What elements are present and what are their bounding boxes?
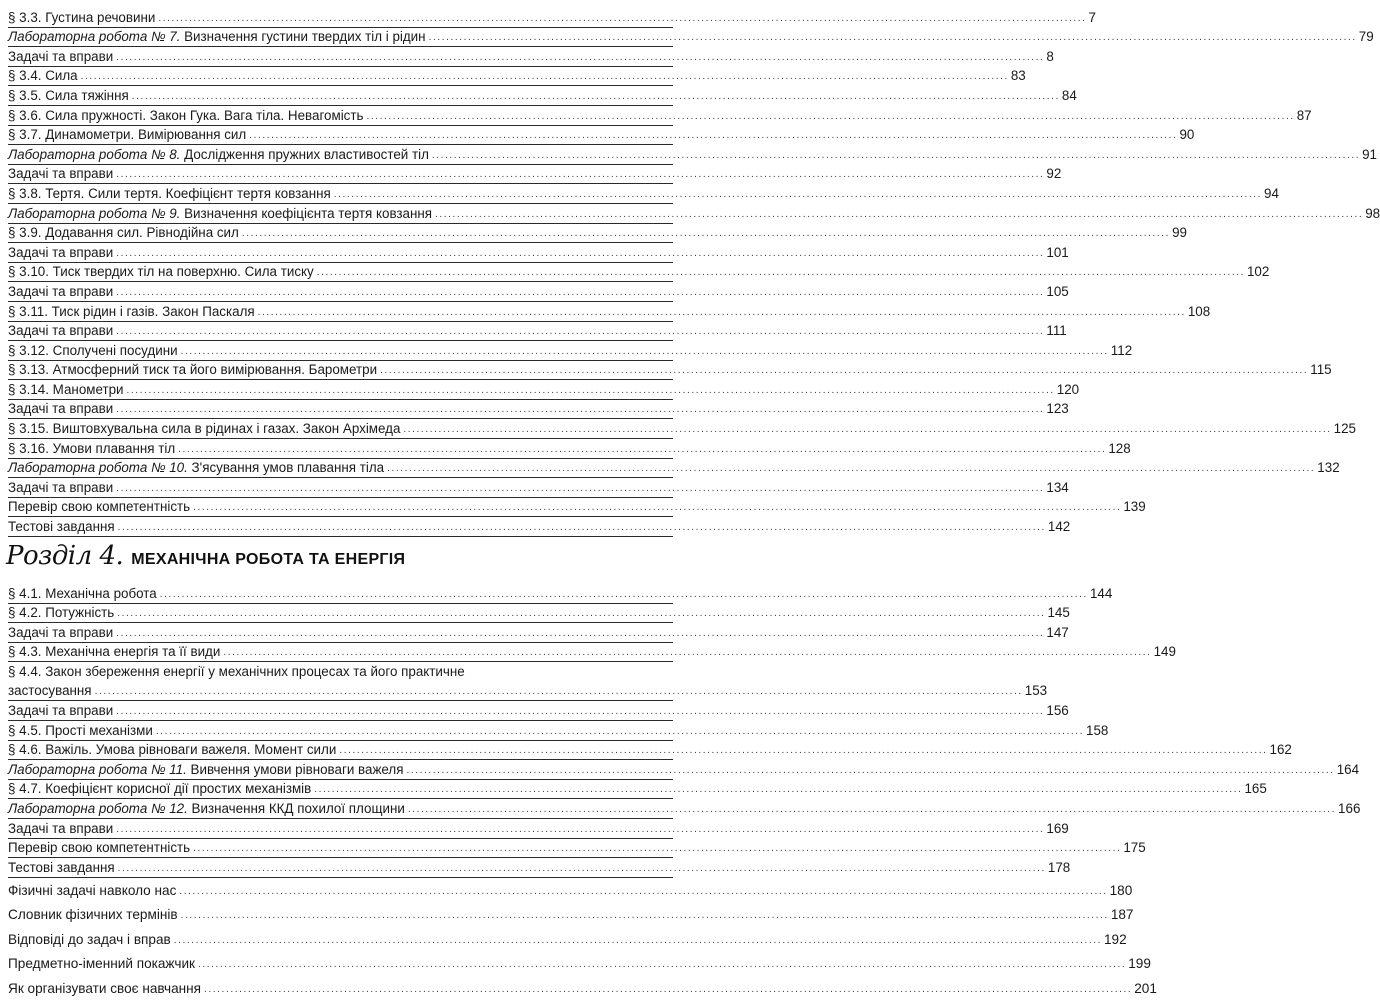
toc-entry-text: § 4.2. Потужність <box>8 605 115 621</box>
toc-entry-text: Визначення ККД похилої площини <box>187 800 405 816</box>
toc-entry-text: Перевір свою компетентність <box>8 499 191 515</box>
toc-entry-title <box>8 860 118 875</box>
toc-entry-page: 99 <box>1172 225 1187 241</box>
toc-entry-title <box>8 441 178 456</box>
toc-entry-page: 149 <box>1153 644 1176 660</box>
toc-entry-title <box>8 304 258 319</box>
dot-leader <box>158 14 1086 25</box>
dot-leader <box>118 864 1046 875</box>
toc-entry-title <box>8 499 193 514</box>
toc-entry-title <box>8 821 116 836</box>
dot-leader <box>193 503 1121 514</box>
toc-entry-text: Задачі та вправи <box>8 166 114 182</box>
toc-entry-text: Задачі та вправи <box>8 702 114 718</box>
toc-entry[interactable] <box>8 67 1026 87</box>
dot-leader <box>116 707 1044 718</box>
toc-entry[interactable] <box>8 47 1054 67</box>
toc-entry-text: Словник фізичних термінів <box>8 907 178 923</box>
toc-entry-title <box>8 284 116 299</box>
toc-entry-title <box>8 781 314 796</box>
toc-entry-title <box>8 480 116 495</box>
toc-entry-text: Задачі та вправи <box>8 624 114 640</box>
toc-appendix <box>8 875 1157 998</box>
toc-entry-text: § 3.16. Умови плавання тіл <box>8 440 176 456</box>
dot-leader <box>156 727 1084 738</box>
toc-entry-title <box>8 762 406 777</box>
dot-leader <box>116 629 1044 640</box>
toc-entry-title <box>8 605 117 620</box>
toc-entry-title <box>8 421 403 436</box>
toc-entry-title <box>8 245 116 260</box>
toc-entry-title <box>8 88 132 103</box>
toc-entry-title <box>8 29 429 44</box>
toc-entry-page: 92 <box>1046 166 1062 182</box>
toc-entry[interactable] <box>8 662 1048 701</box>
dot-leader <box>429 33 1357 44</box>
toc-entry-text: Фізичні задачі навколо нас <box>8 882 177 898</box>
toc-entry-page: 7 <box>1088 9 1096 25</box>
toc-entry-page: 94 <box>1264 185 1279 201</box>
toc-entry-text: § 3.14. Манометри <box>8 381 124 397</box>
toc-entry-page: 8 <box>1046 48 1054 64</box>
dot-leader <box>204 985 1132 996</box>
dot-leader <box>132 92 1060 103</box>
toc-entry-text: § 3.11. Тиск рідин і газів. Закон Паскаля <box>8 303 255 319</box>
toc-entry-page: 115 <box>1310 362 1332 378</box>
toc-entry[interactable] <box>8 184 1279 204</box>
toc-entry[interactable] <box>8 302 1211 322</box>
toc-entry-text: § 4.1. Механічна робота <box>8 585 157 601</box>
toc-entry-page: 91 <box>1362 146 1378 162</box>
toc-entry-text: § 4.6. Важіль. Умова рівноваги важеля. Момент сили <box>8 742 337 758</box>
toc-entry[interactable] <box>8 780 1267 800</box>
toc-entry-title <box>8 586 160 601</box>
toc-entry[interactable] <box>8 584 1113 604</box>
toc-entry-page: 178 <box>1047 859 1071 875</box>
toc-entry[interactable] <box>8 361 1332 381</box>
toc-entry-text: § 3.4. Сила <box>8 68 78 84</box>
toc-entry[interactable] <box>8 839 1146 859</box>
toc-entry[interactable] <box>8 973 1157 998</box>
toc-entry-page: 175 <box>1123 840 1146 856</box>
toc-entry[interactable] <box>8 643 1176 663</box>
toc-entry-page: 201 <box>1134 980 1157 996</box>
toc-entry-page: 164 <box>1336 761 1360 777</box>
toc-entry[interactable] <box>8 949 1151 974</box>
toc-entry-text: § 3.7. Динамометри. Вимірювання сил <box>8 127 247 143</box>
toc-entry[interactable] <box>8 400 1069 420</box>
dot-leader <box>116 484 1044 495</box>
toc-entry-text: § 4.7. Коефіцієнт корисної дії простих механізмів <box>8 781 312 797</box>
toc-entry-page: 101 <box>1046 244 1069 260</box>
toc-entry-title <box>8 907 181 922</box>
dot-leader <box>334 190 1262 201</box>
toc-entry-title <box>8 186 334 201</box>
toc-entry-page: 105 <box>1046 283 1069 299</box>
toc-entry[interactable] <box>8 243 1069 263</box>
dot-leader <box>116 249 1044 260</box>
toc-entry-title <box>8 401 116 416</box>
toc-entry-title <box>8 981 204 996</box>
toc-entry-text: Відповіді до задач і вправ <box>8 931 171 947</box>
dot-leader <box>127 386 1055 397</box>
toc-entry-text: § 3.6. Сила пружності. Закон Гука. Вага тіла. Невагомість <box>8 107 364 123</box>
chapter-4-heading <box>6 541 405 581</box>
toc-entry-text: Задачі та вправи <box>8 244 114 260</box>
toc-entry-text: Задачі та вправи <box>8 283 114 299</box>
toc-entry-text: § 3.10. Тиск твердих тіл на поверхню. Сила тиску <box>8 264 314 280</box>
toc-entry-text: Тестові завдання <box>8 859 115 875</box>
toc-entry[interactable] <box>8 380 1080 400</box>
toc-entry-page: 187 <box>1110 907 1134 923</box>
toc-entry-text: Задачі та вправи <box>8 323 114 339</box>
toc-entry[interactable] <box>8 126 1195 146</box>
toc-entry-page: 98 <box>1365 205 1380 221</box>
toc-entry-title <box>8 108 367 123</box>
toc-entry-title <box>8 127 249 142</box>
dot-leader <box>317 268 1245 279</box>
toc-entry-title <box>8 382 127 397</box>
toc-entry-title <box>8 264 317 279</box>
dot-leader <box>249 131 1177 142</box>
toc-entry-page: 123 <box>1046 401 1069 417</box>
toc-entry-text: Тестові завдання <box>8 519 115 535</box>
toc-entry[interactable] <box>8 623 1069 643</box>
dot-leader <box>116 53 1044 64</box>
toc-entry[interactable] <box>8 701 1069 721</box>
toc-entry[interactable] <box>8 322 1067 342</box>
dot-leader <box>95 687 1023 698</box>
toc-entry-title <box>8 460 387 475</box>
toc-entry[interactable] <box>8 8 1096 28</box>
toc-entry[interactable] <box>8 419 1356 439</box>
toc-entry[interactable] <box>8 900 1134 925</box>
toc-entry-page: 142 <box>1047 519 1071 535</box>
toc-entry-page: 132 <box>1317 460 1340 476</box>
toc-entry[interactable] <box>8 517 1071 537</box>
toc-entry-page: 162 <box>1269 742 1292 758</box>
toc-entry[interactable] <box>8 341 1133 361</box>
dot-leader <box>181 347 1109 358</box>
chapter-4-title: МЕХАНІЧНА РОБОТА ТА ЕНЕРГІЯ <box>131 551 406 568</box>
lab-work-label: Лабораторна робота № 7. <box>8 29 181 45</box>
dot-leader <box>432 151 1360 162</box>
toc-entry[interactable] <box>8 741 1292 761</box>
lab-work-label: Лабораторна робота № 9. <box>8 205 181 221</box>
toc-entry-page: 79 <box>1358 29 1374 45</box>
toc-entry-page: 83 <box>1010 68 1026 84</box>
toc-entry-text: Задачі та вправи <box>8 48 114 64</box>
toc-entry[interactable] <box>8 819 1069 839</box>
toc-entry-text: § 3.3. Густина речовини <box>8 9 156 25</box>
toc-entry-page: 84 <box>1061 87 1077 103</box>
toc-entry[interactable] <box>8 459 1340 479</box>
toc-entry-text: Задачі та вправи <box>8 479 114 495</box>
dot-leader <box>367 112 1295 123</box>
dot-leader <box>380 366 1308 377</box>
toc-entry[interactable] <box>8 165 1062 185</box>
lab-work-label: Лабораторна робота № 8. <box>8 146 181 162</box>
toc-entry-text: Предметно-іменний покажчик <box>8 956 195 972</box>
toc-entry-title-continued: застосування <box>8 683 92 699</box>
toc-entry-text: Дослідження пружних властивостей тіл <box>180 146 429 162</box>
toc-entry-page: 112 <box>1110 342 1133 358</box>
toc-entry-page: 158 <box>1086 722 1109 738</box>
toc-entry-page: 134 <box>1046 479 1069 495</box>
toc-entry[interactable] <box>8 204 1380 224</box>
dot-leader <box>408 805 1336 816</box>
dot-leader <box>116 825 1044 836</box>
toc-entry-page: 145 <box>1047 605 1070 621</box>
toc-entry[interactable] <box>8 145 1378 165</box>
toc-entry-text: Перевір свою компетентність <box>8 840 191 856</box>
dot-leader <box>178 445 1106 456</box>
toc-entry-title <box>8 362 380 377</box>
toc-entry-text: § 4.5. Прості механізми <box>8 722 153 738</box>
dot-leader <box>406 766 1334 777</box>
toc-entry-text: § 3.13. Атмосферний тиск та його вимірювання. Барометри <box>8 362 378 378</box>
toc-entry-text: Вивчення умови рівноваги важеля <box>186 761 404 777</box>
toc-entry-page: 125 <box>1333 421 1356 437</box>
toc-entry-text: З'ясування умов плавання тіла <box>187 460 385 476</box>
toc-entry-text: § 3.12. Сполучені посудини <box>8 342 178 358</box>
toc-entry-title <box>8 723 156 738</box>
toc-entry-page: 139 <box>1123 499 1146 515</box>
toc-entry[interactable] <box>8 263 1270 283</box>
toc-entry-text: § 3.8. Тертя. Сили тертя. Коефіцієнт тертя ковзання <box>8 185 331 201</box>
toc-entry[interactable] <box>8 760 1360 780</box>
toc-entry-title <box>8 801 408 816</box>
toc-entry[interactable] <box>8 224 1187 244</box>
dot-leader <box>181 911 1109 922</box>
toc-entry-title <box>8 10 158 25</box>
lab-work-label: Лабораторна робота № 12. <box>8 800 188 816</box>
toc-entry-page: 166 <box>1338 800 1361 816</box>
dot-leader <box>116 405 1044 416</box>
toc-entry[interactable] <box>8 439 1131 459</box>
toc-entry-page: 180 <box>1109 882 1133 898</box>
lab-work-label: Лабораторна робота № 10. <box>8 460 188 476</box>
toc-entry-page: 87 <box>1296 107 1312 123</box>
toc-entry-page: 102 <box>1246 264 1270 280</box>
toc-entry-text: Визначення коефіцієнта тертя ковзання <box>180 205 433 221</box>
toc-entry[interactable] <box>8 106 1312 126</box>
toc-entry[interactable] <box>8 498 1146 518</box>
toc-entry-page: 147 <box>1046 624 1069 640</box>
toc-entry-text: Визначення густини твердих тіл і рідин <box>180 29 426 45</box>
toc-entry-text: § 3.9. Додавання сил. Рівнодійна сил <box>8 225 239 241</box>
dot-leader <box>116 288 1044 299</box>
toc-entry-title <box>8 703 116 718</box>
dot-leader <box>116 327 1044 338</box>
toc-entry-page: 169 <box>1046 820 1069 836</box>
dot-leader <box>339 746 1267 757</box>
toc-entry-title <box>8 166 116 181</box>
toc-entry[interactable] <box>8 86 1077 106</box>
toc-chapter-4 <box>8 584 1361 878</box>
toc-entry-title <box>8 742 339 757</box>
toc-entry-text: Задачі та вправи <box>8 820 114 836</box>
toc-entry-page: 128 <box>1108 440 1131 456</box>
toc-entry-title <box>8 644 223 659</box>
toc-entry-text: § 3.5. Сила тяжіння <box>8 87 129 103</box>
toc-entry-page: 165 <box>1244 781 1267 797</box>
toc-entry[interactable] <box>8 924 1127 949</box>
dot-leader <box>118 523 1046 534</box>
toc-entry-page: 120 <box>1056 381 1080 397</box>
dot-leader <box>174 936 1102 947</box>
dot-leader <box>258 308 1186 319</box>
toc-entry-page: 156 <box>1046 702 1069 718</box>
toc-entry[interactable] <box>8 604 1070 624</box>
dot-leader <box>387 464 1315 475</box>
toc-entry-page: 111 <box>1046 323 1067 339</box>
toc-entry-title <box>8 883 179 898</box>
toc-entry-text: Задачі та вправи <box>8 401 114 417</box>
toc-entry-title <box>8 840 193 855</box>
toc-entry-title: § 4.4. Закон збереження енергії у механічних процесах та його практичне <box>8 664 465 680</box>
toc-entry-page: 90 <box>1179 127 1195 143</box>
toc-entry[interactable] <box>8 478 1069 498</box>
toc-entry-title <box>8 147 432 162</box>
toc-entry-title <box>8 625 116 640</box>
dot-leader <box>314 785 1242 796</box>
toc-entry-text: § 4.3. Механічна енергія та її види <box>8 644 221 660</box>
dot-leader <box>81 72 1009 83</box>
chapter-4-script-label: Розділ 4. <box>6 541 124 571</box>
toc-entry-title <box>8 68 81 83</box>
toc-entry-title <box>8 343 181 358</box>
dot-leader <box>116 170 1044 181</box>
toc-entry-page: 192 <box>1103 931 1127 947</box>
toc-entry-title <box>8 323 116 338</box>
toc-entry[interactable] <box>8 875 1133 900</box>
toc-entry[interactable] <box>8 28 1374 48</box>
toc-entry-page: 153 <box>1024 683 1048 699</box>
dot-leader <box>117 609 1045 620</box>
toc-entry-page: 144 <box>1089 585 1113 601</box>
toc-entry-page: 108 <box>1187 303 1211 319</box>
toc-entry-title <box>8 49 116 64</box>
toc-entry[interactable] <box>8 721 1109 741</box>
toc-entry-text: § 3.15. Виштовхувальна сила в рідинах і газах. Закон Архімеда <box>8 421 401 437</box>
toc-entry-title <box>8 519 118 534</box>
dot-leader <box>198 960 1126 971</box>
toc-entry-title <box>8 206 435 221</box>
toc-entry[interactable] <box>8 282 1069 302</box>
toc-entry-text: Як організувати своє навчання <box>8 980 202 996</box>
dot-leader <box>179 887 1107 898</box>
toc-chapter-3 <box>8 8 1380 537</box>
dot-leader <box>403 425 1331 436</box>
toc-entry-title <box>8 225 242 240</box>
toc-entry-page: 199 <box>1128 956 1151 972</box>
dot-leader <box>435 210 1363 221</box>
dot-leader <box>223 648 1151 659</box>
dot-leader <box>193 844 1121 855</box>
toc-entry[interactable] <box>8 799 1361 819</box>
dot-leader <box>160 590 1088 601</box>
dot-leader <box>242 229 1170 240</box>
lab-work-label: Лабораторна робота № 11. <box>8 761 187 777</box>
toc-entry-title <box>8 956 198 971</box>
toc-entry-title <box>8 932 174 947</box>
